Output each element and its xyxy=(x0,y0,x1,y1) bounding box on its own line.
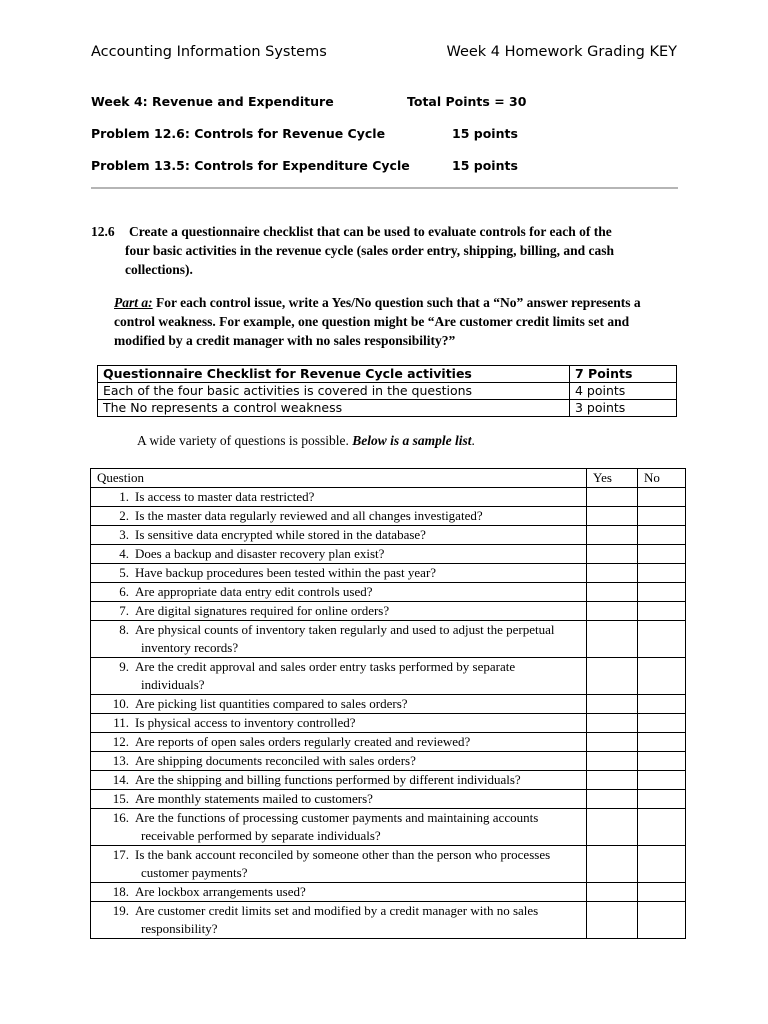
table-row xyxy=(91,883,686,902)
points-header-points: 7 Points xyxy=(570,366,677,383)
table-row xyxy=(91,733,686,752)
intro-emphasis: Below is a sample list xyxy=(352,433,472,448)
header-question: Question xyxy=(91,469,587,488)
points-row-value: 3 points xyxy=(570,400,677,417)
table-row xyxy=(91,790,686,809)
no-cell[interactable] xyxy=(638,602,686,621)
question-item xyxy=(97,658,580,694)
question-number: 17. xyxy=(112,847,129,862)
table-row xyxy=(98,400,677,417)
header-no: No xyxy=(638,469,686,488)
table-row xyxy=(91,695,686,714)
question-text: Are the credit approval and sales order entry tasks performed by separate individuals? xyxy=(135,659,516,692)
yes-cell[interactable] xyxy=(587,488,638,507)
sample-intro xyxy=(137,433,475,449)
problem1-label: Problem 12.6: Controls for Revenue Cycle xyxy=(91,126,386,141)
yes-cell[interactable] xyxy=(587,602,638,621)
question-number: 3. xyxy=(119,527,129,542)
table-row xyxy=(91,658,686,695)
problem-text-line1: Create a questionnaire checklist that can be used to evaluate controls for each of the xyxy=(129,224,612,239)
question-text: Are the functions of processing customer payments and maintaining accounts receivable performed by separate individuals? xyxy=(135,810,539,843)
yes-cell[interactable] xyxy=(587,564,638,583)
question-cell xyxy=(91,752,587,771)
problem1-summary xyxy=(91,126,518,141)
no-cell[interactable] xyxy=(638,809,686,846)
question-number: 6. xyxy=(119,584,129,599)
question-cell xyxy=(91,883,587,902)
question-item xyxy=(97,902,580,938)
horizontal-divider xyxy=(91,187,678,189)
yes-cell[interactable] xyxy=(587,621,638,658)
yes-cell[interactable] xyxy=(587,714,638,733)
table-row xyxy=(91,621,686,658)
table-row xyxy=(91,902,686,939)
week-summary xyxy=(91,94,527,109)
points-header-activity: Questionnaire Checklist for Revenue Cycle activities xyxy=(98,366,570,383)
table-row xyxy=(91,809,686,846)
yes-cell[interactable] xyxy=(587,507,638,526)
yes-cell[interactable] xyxy=(587,752,638,771)
table-row xyxy=(91,771,686,790)
question-text: Are customer credit limits set and modified by a credit manager with no sales responsibility? xyxy=(135,903,539,936)
question-text: Is sensitive data encrypted while stored in the database? xyxy=(135,527,426,542)
question-number: 8. xyxy=(119,622,129,637)
question-number: 15. xyxy=(112,791,129,806)
table-row xyxy=(91,752,686,771)
question-text: Does a backup and disaster recovery plan exist? xyxy=(135,546,385,561)
header-yes: Yes xyxy=(587,469,638,488)
question-number: 10. xyxy=(112,696,129,711)
total-points: Total Points = 30 xyxy=(407,94,527,109)
yes-cell[interactable] xyxy=(587,771,638,790)
question-cell xyxy=(91,714,587,733)
question-number: 16. xyxy=(112,810,129,825)
problem2-label: Problem 13.5: Controls for Expenditure Cycle xyxy=(91,158,410,173)
no-cell[interactable] xyxy=(638,695,686,714)
table-row xyxy=(91,846,686,883)
question-text: Are picking list quantities compared to sales orders? xyxy=(135,696,408,711)
question-cell xyxy=(91,902,587,939)
question-cell xyxy=(91,488,587,507)
intro-end: . xyxy=(471,433,475,448)
yes-cell[interactable] xyxy=(587,658,638,695)
table-row xyxy=(91,545,686,564)
question-cell xyxy=(91,790,587,809)
question-item xyxy=(97,883,580,901)
no-cell[interactable] xyxy=(638,658,686,695)
question-item xyxy=(97,733,580,751)
table-row xyxy=(91,602,686,621)
week-label: Week 4: Revenue and Expenditure xyxy=(91,94,334,109)
question-item xyxy=(97,752,580,770)
yes-cell[interactable] xyxy=(587,883,638,902)
question-text: Are the shipping and billing functions performed by different individuals? xyxy=(135,772,521,787)
no-cell[interactable] xyxy=(638,846,686,883)
question-item xyxy=(97,790,580,808)
yes-cell[interactable] xyxy=(587,902,638,939)
yes-cell[interactable] xyxy=(587,790,638,809)
intro-text: A wide variety of questions is possible. xyxy=(137,433,353,448)
question-number: 7. xyxy=(119,603,129,618)
question-item xyxy=(97,545,580,563)
question-item xyxy=(97,695,580,713)
yes-cell[interactable] xyxy=(587,809,638,846)
table-row xyxy=(91,583,686,602)
table-row xyxy=(91,714,686,733)
question-text: Are physical counts of inventory taken regularly and used to adjust the perpetual inventory records? xyxy=(135,622,555,655)
no-cell[interactable] xyxy=(638,545,686,564)
question-text: Is the master data regularly reviewed and all changes investigated? xyxy=(135,508,483,523)
question-cell xyxy=(91,695,587,714)
table-row xyxy=(91,526,686,545)
question-item xyxy=(97,809,580,845)
question-cell xyxy=(91,602,587,621)
no-cell[interactable] xyxy=(638,790,686,809)
question-text: Is the bank account reconciled by someone other than the person who processes customer payments? xyxy=(135,847,551,880)
question-item xyxy=(97,507,580,525)
question-item xyxy=(97,488,580,506)
question-text: Have backup procedures been tested within the past year? xyxy=(135,565,437,580)
table-row xyxy=(98,383,677,400)
question-cell xyxy=(91,545,587,564)
questionnaire-header xyxy=(91,469,686,488)
question-item xyxy=(97,583,580,601)
question-cell xyxy=(91,658,587,695)
question-cell xyxy=(91,583,587,602)
question-number: 9. xyxy=(119,659,129,674)
no-cell[interactable] xyxy=(638,752,686,771)
yes-cell[interactable] xyxy=(587,526,638,545)
no-cell[interactable] xyxy=(638,902,686,939)
assignment-title: Week 4 Homework Grading KEY xyxy=(446,44,677,60)
points-row-criteria: The No represents a control weakness xyxy=(98,400,570,417)
problem-text-rest: four basic activities in the revenue cycle (sales order entry, shipping, billing, and cash collections). xyxy=(125,243,615,277)
question-text: Is access to master data restricted? xyxy=(135,489,315,504)
question-number: 1. xyxy=(119,489,129,504)
points-table xyxy=(97,365,677,417)
problem2-points: 15 points xyxy=(452,158,518,173)
question-number: 4. xyxy=(119,546,129,561)
question-cell xyxy=(91,809,587,846)
question-item xyxy=(97,846,580,882)
points-table-header xyxy=(98,366,677,383)
question-cell xyxy=(91,621,587,658)
question-number: 13. xyxy=(112,753,129,768)
question-text: Are monthly statements mailed to customers? xyxy=(135,791,373,806)
page-header xyxy=(91,44,681,64)
points-row-criteria: Each of the four basic activities is covered in the questions xyxy=(98,383,570,400)
yes-cell[interactable] xyxy=(587,545,638,564)
question-cell xyxy=(91,526,587,545)
question-text: Are appropriate data entry edit controls used? xyxy=(135,584,373,599)
question-item xyxy=(97,714,580,732)
question-number: 12. xyxy=(112,734,129,749)
course-title: Accounting Information Systems xyxy=(91,44,327,60)
part-a-text: For each control issue, write a Yes/No question such that a “No” answer represents a control weakness. For example, one question might be “Are customer credit limits set and modified by a credit manager with no sales responsibility?” xyxy=(114,295,641,348)
problem-number: 12.6 xyxy=(91,224,115,239)
question-cell xyxy=(91,507,587,526)
table-row xyxy=(91,507,686,526)
no-cell[interactable] xyxy=(638,564,686,583)
no-cell[interactable] xyxy=(638,771,686,790)
no-cell[interactable] xyxy=(638,526,686,545)
problem2-summary xyxy=(91,158,518,173)
problem1-points: 15 points xyxy=(452,126,518,141)
question-number: 5. xyxy=(119,565,129,580)
question-text: Are digital signatures required for online orders? xyxy=(135,603,390,618)
question-text: Is physical access to inventory controlled? xyxy=(135,715,356,730)
question-text: Are reports of open sales orders regularly created and reviewed? xyxy=(135,734,471,749)
question-cell xyxy=(91,733,587,752)
no-cell[interactable] xyxy=(638,714,686,733)
yes-cell[interactable] xyxy=(587,583,638,602)
question-number: 18. xyxy=(112,884,129,899)
yes-cell[interactable] xyxy=(587,733,638,752)
no-cell[interactable] xyxy=(638,621,686,658)
question-item xyxy=(97,564,580,582)
no-cell[interactable] xyxy=(638,507,686,526)
no-cell[interactable] xyxy=(638,488,686,507)
question-number: 11. xyxy=(113,715,129,730)
questionnaire-table xyxy=(90,468,686,939)
no-cell[interactable] xyxy=(638,733,686,752)
question-cell xyxy=(91,846,587,883)
question-item xyxy=(97,621,580,657)
yes-cell[interactable] xyxy=(587,846,638,883)
table-row xyxy=(91,488,686,507)
question-cell xyxy=(91,771,587,790)
question-number: 2. xyxy=(119,508,129,523)
question-cell xyxy=(91,564,587,583)
no-cell[interactable] xyxy=(638,583,686,602)
no-cell[interactable] xyxy=(638,883,686,902)
table-row xyxy=(91,564,686,583)
question-item xyxy=(97,526,580,544)
points-row-value: 4 points xyxy=(570,383,677,400)
question-number: 14. xyxy=(112,772,129,787)
question-number: 19. xyxy=(112,903,129,918)
question-text: Are shipping documents reconciled with sales orders? xyxy=(135,753,416,768)
yes-cell[interactable] xyxy=(587,695,638,714)
part-a-label: Part a: xyxy=(114,295,153,310)
question-text: Are lockbox arrangements used? xyxy=(135,884,306,899)
question-item xyxy=(97,602,580,620)
question-item xyxy=(97,771,580,789)
part-a xyxy=(114,293,654,350)
